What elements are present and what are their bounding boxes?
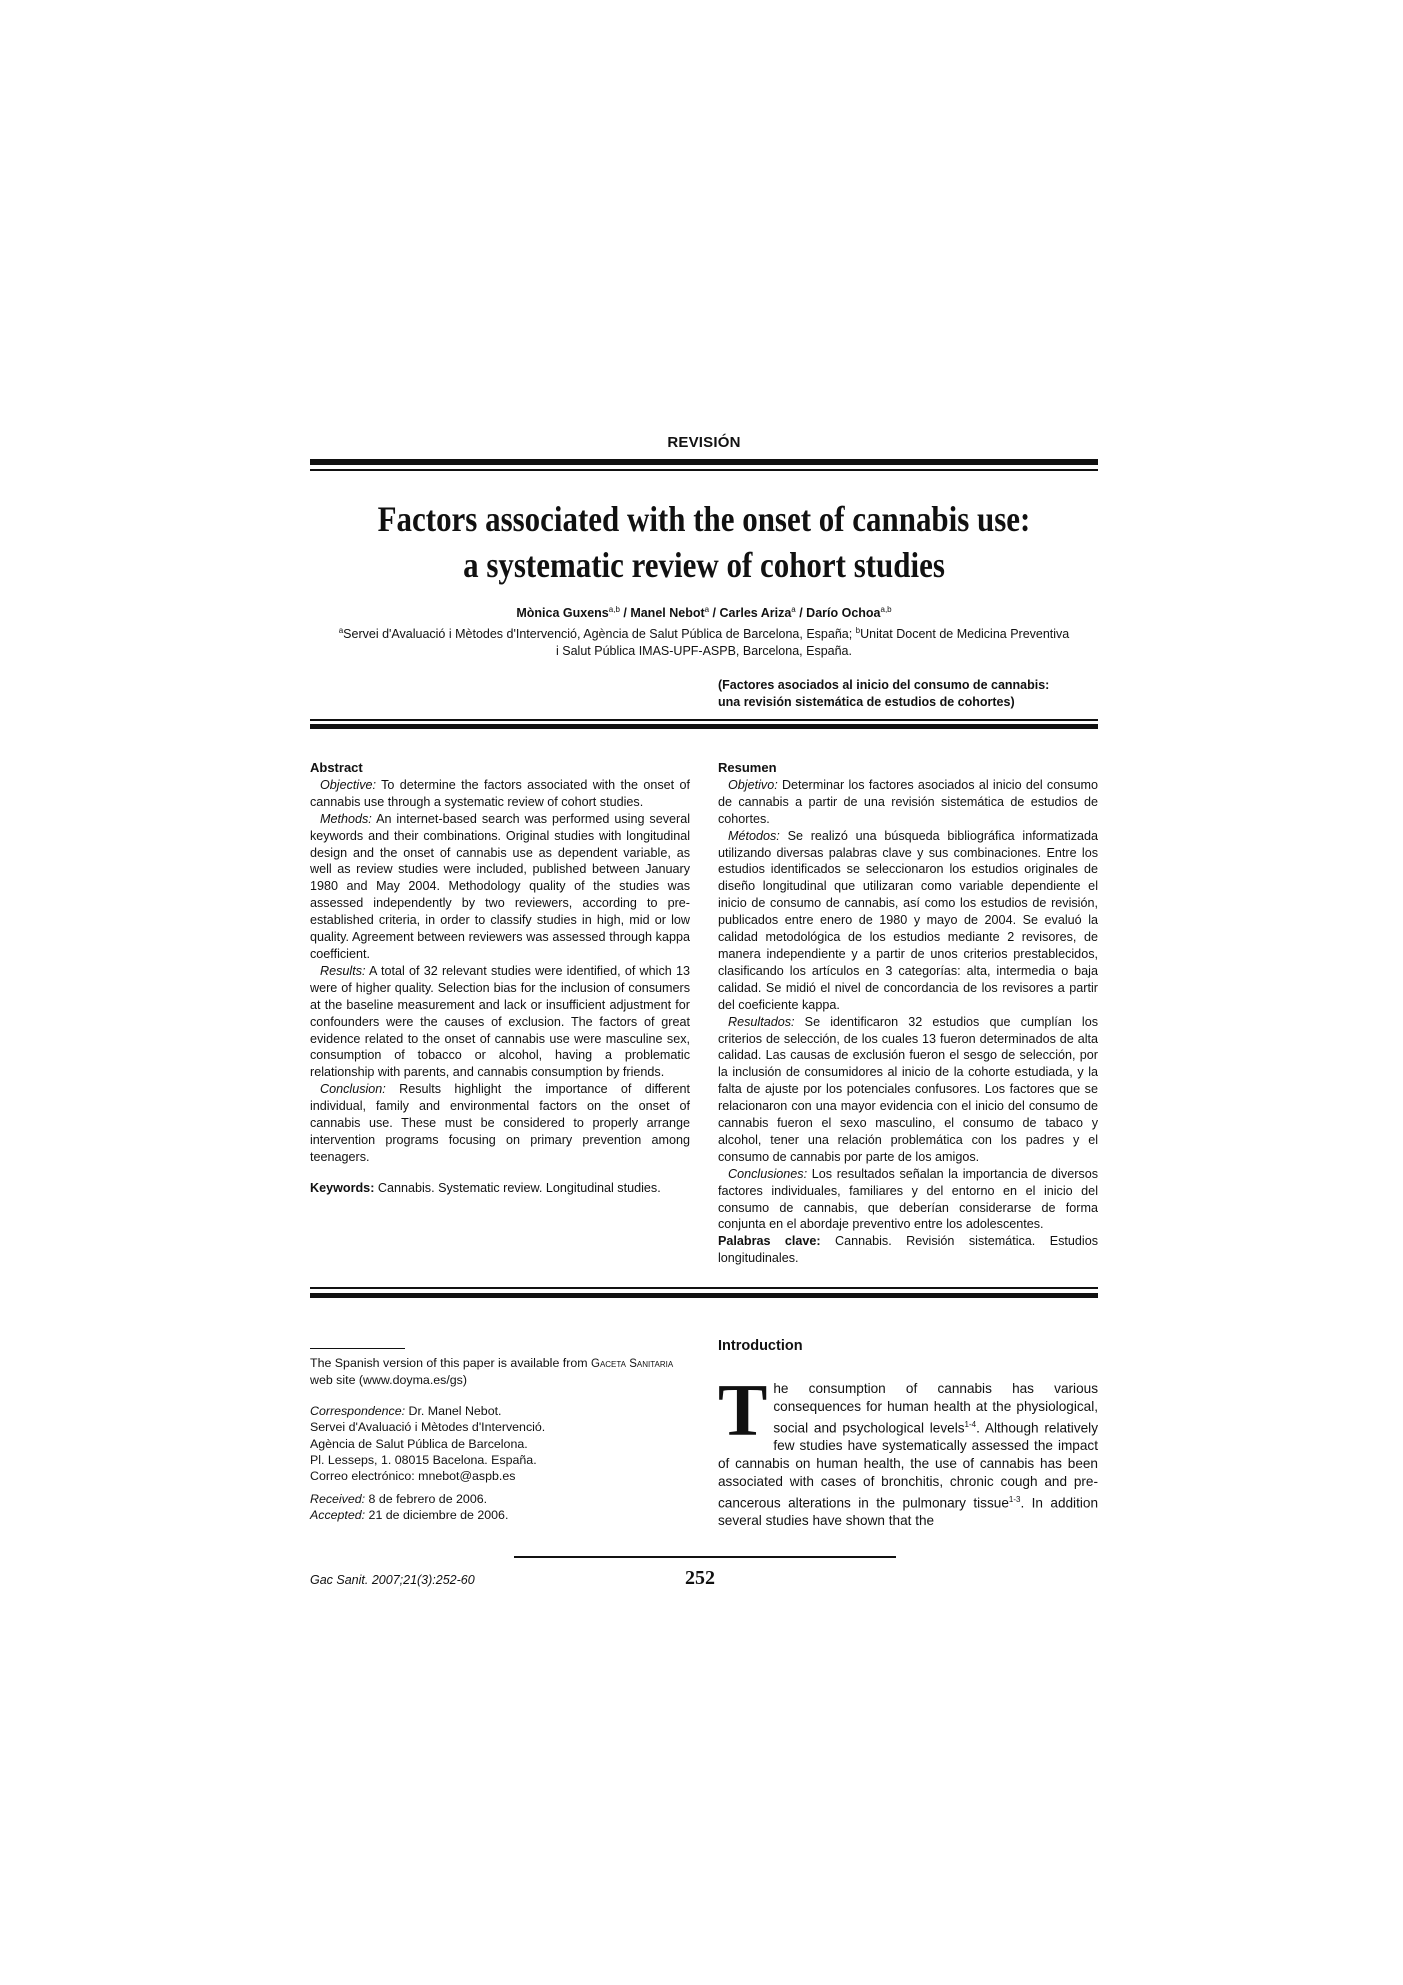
address-line: Servei d'Avaluació i Mètodes d'Intervenció. [310,1420,546,1435]
author-affiliation-mark: a [704,605,710,614]
intro-text: he consumption of cannabis has various consequences for human health at the physiological, social and psychological levels [773,1381,1098,1436]
affiliation-mark: b [855,626,861,635]
page-number: 252 [685,1567,715,1589]
received-date [310,1491,690,1507]
accepted-value: 21 de diciembre de 2006. [365,1508,509,1523]
objective-text: To determine the factors associated with the onset of cannabis use through a systematic review of cohort studies. [310,777,690,809]
author-affiliation-mark: a,b [608,605,620,614]
author-separator: / [709,606,720,621]
methods-label: Methods: [320,811,372,826]
abstract-heading: Abstract [310,760,363,775]
footnote-rule [310,1348,405,1349]
introduction-heading: Introduction [718,1338,803,1354]
author-name: Carles Ariza [719,606,792,621]
spanish-title [718,677,1098,711]
accepted-date [310,1507,690,1523]
header-rule-thin [310,469,1098,471]
intro-text: . In addition several studies have shown that the [718,1495,1098,1529]
abstract-objective [310,777,690,811]
introduction-text [718,1370,1098,1530]
affiliation-mark: a [338,626,344,635]
author-separator: / [795,606,807,621]
methods-text: An internet-based search was performed using several keywords and their combinations. Original studies with longitudinal design and the onset of cannabis use as dependent variable, as well as review studies were included, published between January 1980 and May 2004. Methodology quality of the studies was assessed independently by two reviewers, according to pre-established criteria, in order to classify studies in high, mid or low quality. Agreement between reviewers was assessed through kappa coefficient. [310,811,690,961]
abstract-spanish [718,760,1098,1267]
abstract-rule-thick [310,724,1098,729]
resultados-label: Resultados: [728,1014,795,1029]
affiliation-a: Servei d'Avaluació i Mètodes d'Intervenció, Agència de Salut Pública de Barcelona, España; [343,627,856,642]
affiliations [310,622,1098,660]
objetivo-text: Determinar los factores asociados al inicio del consumo de cannabis a partir de una revisión sistemática de estudios de cohortes. [718,777,1098,826]
resumen-resultados [718,1014,1098,1166]
author-affiliation-mark: a,b [880,605,892,614]
article-title [365,496,1043,588]
section-label: REVISIÓN [667,434,741,451]
drop-cap: T [718,1370,768,1452]
author-list [310,605,1098,620]
note-text: web site (www.doyma.es/gs) [310,1373,467,1388]
received-value: 8 de febrero de 2006. [365,1491,488,1506]
footer-rule [514,1556,896,1558]
reference-mark: 1-3 [1008,1494,1021,1504]
received-label: Received: [310,1491,366,1506]
journal-name: Gaceta Sanitaria [591,1358,674,1370]
resumen-conclusiones [718,1166,1098,1234]
spanish-title-line-2: una revisión sistemática de estudios de cohortes) [718,695,1015,709]
resumen-metodos [718,828,1098,1014]
title-line-1: Factors associated with the onset of cannabis use: [377,499,1031,539]
affiliation-b-line-1: Unitat Docent de Medicina Preventiva [860,627,1070,642]
abstract-rule-thin [310,719,1098,721]
conclusion-label: Conclusion: [320,1082,386,1097]
correspondence-name: Dr. Manel Nebot. [405,1403,502,1418]
affiliation-b-line-2: i Salut Pública IMAS-UPF-ASPB, Barcelona, España. [556,644,852,659]
abstract-results [310,963,690,1081]
resumen-objetivo [718,777,1098,828]
email-line: Correo electrónico: mnebot@aspb.es [310,1469,516,1484]
body-rule-thin [310,1287,1098,1289]
author-name: Manel Nebot [630,606,705,621]
intro-text: . Although relatively few studies have systematically assessed the impact of cannabis on human health, the use of cannabis has been associated with cases of bronchitis, chronic cough and pre-cancerous alterations in the pulmonary tissue [718,1420,1098,1511]
palabras-clave-text: Cannabis. Revisión sistemática. Estudios longitudinales. [718,1234,1099,1266]
keywords-label: Keywords: [310,1180,375,1195]
results-text: A total of 32 relevant studies were identified, of which 13 were of higher quality. Selection bias for the inclusion of consumers at the baseline measurement and lack or insufficient adjustment for confounders were the causes of exclusion. The factors of great evidence related to the onset of cannabis use were masculine sex, consumption of tobacco or alcohol, having a problematic relationship with parents, and cannabis consumption by friends. [310,963,690,1080]
conclusiones-label: Conclusiones: [728,1166,808,1181]
results-label: Results: [320,963,366,978]
title-line-2: a systematic review of cohort studies [463,545,945,585]
palabras-clave-label: Palabras clave: [718,1234,821,1249]
address-line: Pl. Lesseps, 1. 08015 Bacelona. España. [310,1453,537,1468]
abstract-keywords [310,1180,690,1197]
resumen-heading: Resumen [718,760,777,775]
author-name: Mònica Guxens [516,606,609,621]
author-affiliation-mark: a [791,605,796,614]
metodos-text: Se realizó una búsqueda bibliográfica informatizada utilizando diversas palabras clave y sus combinaciones. Entre los estudios identificados se seleccionaron los estudios originales de diseño longitudinal que utilizaran como variable dependiente el inicio de consumo de cannabis, así como los estudios de revisión, publicados entre enero de 1980 y mayo de 2004. Se evaluó la calidad metodológica de los estudios mediante 2 revisores, de manera independiente y a partir de unos criterios prestablecidos, clasificando los artículos en 3 categorías: alta, intermedia o baja calidad. Se midió el nivel de concordancia de los revisores a partir del coeficiente kappa. [718,828,1098,1012]
footnotes [310,1355,690,1524]
spanish-title-line-1: (Factores asociados al inicio del consumo de cannabis: [718,678,1050,692]
abstract-conclusion [310,1081,690,1166]
abstract-english [310,760,690,1197]
header-rule-thick [310,459,1098,465]
journal-citation: Gac Sanit. 2007;21(3):252-60 [310,1573,475,1587]
author-separator: / [619,606,631,621]
conclusiones-text: Los resultados señalan la importancia de diversos factores individuales, familiares y del entorno en el inicio del consumo de cannabis, que deberían considerarse de forma conjunta en el abordaje preventivo entre los adolescentes. [718,1166,1098,1232]
accepted-label: Accepted: [310,1508,366,1523]
author-name: Darío Ochoa [806,606,881,621]
correspondence-label: Correspondence: [310,1403,406,1418]
objective-label: Objective: [320,777,376,792]
keywords-text: Cannabis. Systematic review. Longitudinal studies. [374,1180,661,1195]
note-text: The Spanish version of this paper is available from [310,1356,591,1370]
reference-mark: 1-4 [964,1419,977,1429]
abstract-methods [310,811,690,963]
resultados-text: Se identificaron 32 estudios que cumplían los criterios de selección, de los cuales 13 fueron determinados de alta calidad. Las causas de exclusión fueron el sesgo de selección, por la inclusión de consumidores al inicio de la cohorte estudiada, y la falta de ajuste por los potenciales confusores. Los factores que se relacionaron con una mayor evidencia con el inicio del consumo de cannabis fueron el sexo masculino, el consumo de tabaco y alcohol, tener una relación problemática con los padres y el consumo de cannabis por parte de los amigos. [718,1014,1098,1164]
conclusion-text: Results highlight the importance of different individual, family and environmental factors on the onset of cannabis use. These must be considered to properly arrange intervention programs focusing on primary prevention among teenagers. [310,1082,690,1164]
resumen-palabras-clave [718,1233,1098,1267]
spanish-version-note [310,1355,690,1389]
correspondence [310,1403,690,1419]
objetivo-label: Objetivo: [728,777,778,792]
body-rule-thick [310,1293,1098,1298]
address-line: Agència de Salut Pública de Barcelona. [310,1436,528,1451]
metodos-label: Métodos: [728,828,780,843]
